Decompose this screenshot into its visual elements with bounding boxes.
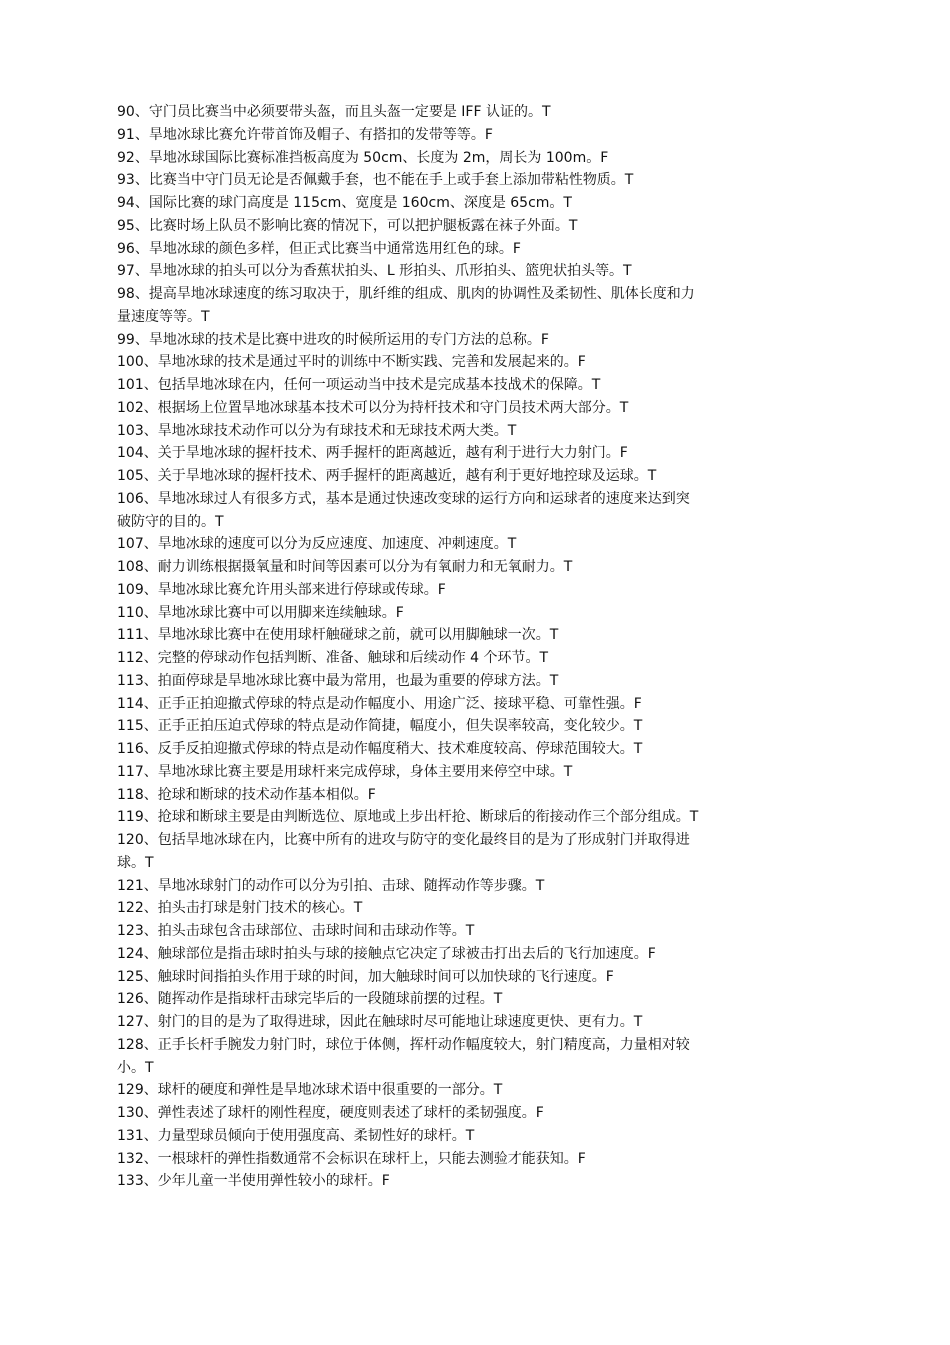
text-line: 105、关于旱地冰球的握杆技术、两手握杆的距离越近，越有利于更好地控球及运球。T <box>117 468 657 484</box>
text-line: 量速度等等。T <box>117 308 210 325</box>
text-line: 131、力量型球员倾向于使用强度高、柔韧性好的球杆。T <box>117 1127 475 1144</box>
text-line: 97、旱地冰球的拍头可以分为香蕉状拍头、L 形拍头、爪形拍头、篮兜状拍头等。T <box>117 263 632 280</box>
text-line: 108、耐力训练根据摄氧量和时间等因素可以分为有氧耐力和无氧耐力。T <box>117 559 573 575</box>
text-line: 122、拍头击打球是射门技术的核心。T <box>117 900 363 917</box>
text-line: 92、旱地冰球国际比赛标准挡板高度为 50cm、长度为 2m，周长为 100m。F <box>117 149 609 166</box>
text-line: 128、正手长杆手腕发力射门时，球位于体侧，挥杆动作幅度较大，射门精度高，力量相对较 <box>117 1036 690 1053</box>
text-line: 100、旱地冰球的技术是通过平时的训练中不断实践、完善和发展起来的。F <box>117 354 586 371</box>
text-line: 125、触球时间指拍头作用于球的时间，加大触球时间可以加快球的飞行速度。F <box>117 968 614 985</box>
text-line: 90、守门员比赛当中必须要带头盔，而且头盔一定要是 IFF 认证的。T <box>117 104 551 120</box>
text-line: 116、反手反拍迎撤式停球的特点是动作幅度稍大、技术难度较高、停球范围较大。T <box>117 741 643 757</box>
text-line: 94、国际比赛的球门高度是 115cm、宽度是 160cm、深度是 65cm。T <box>117 195 572 211</box>
text-line: 107、旱地冰球的速度可以分为反应速度、加速度、冲刺速度。T <box>117 536 517 553</box>
text-line: 93、比赛当中守门员无论是否佩戴手套，也不能在手上或手套上添加带粘性物质。T <box>117 172 634 189</box>
text-line: 96、旱地冰球的颜色多样，但正式比赛当中通常选用红色的球。F <box>117 240 521 257</box>
text-line: 102、根据场上位置旱地冰球基本技术可以分为持杆技术和守门员技术两大部分。T <box>117 399 629 416</box>
text-line: 121、旱地冰球射门的动作可以分为引拍、击球、随挥动作等步骤。T <box>117 877 545 894</box>
text-line: 101、包括旱地冰球在内，任何一项运动当中技术是完成基本技战术的保障。T <box>117 377 601 393</box>
text-line: 117、旱地冰球比赛主要是用球杆来完成停球，身体主要用来停空中球。T <box>117 763 573 780</box>
document-body <box>117 101 837 1193</box>
text-line: 破防守的目的。T <box>117 513 224 530</box>
text-line: 99、旱地冰球的技术是比赛中进攻的时候所运用的专门方法的总称。F <box>117 331 549 348</box>
text-line: 129、球杆的硬度和弹性是旱地冰球术语中很重要的一部分。T <box>117 1082 503 1099</box>
text-line: 119、抢球和断球主要是由判断选位、原地或上步出杆抢、断球后的衔接动作三个部分组成。T <box>117 809 699 826</box>
text-line: 110、旱地冰球比赛中可以用脚来连续触球。F <box>117 604 404 621</box>
text-line: 91、旱地冰球比赛允许带首饰及帽子、有搭扣的发带等等。F <box>117 126 493 143</box>
text-line: 127、射门的目的是为了取得进球，因此在触球时尽可能地让球速度更快、更有力。T <box>117 1014 643 1030</box>
text-line: 132、一根球杆的弹性指数通常不会标识在球杆上，只能去测验才能获知。F <box>117 1150 586 1167</box>
text-line: 103、旱地冰球技术动作可以分为有球技术和无球技术两大类。T <box>117 422 517 439</box>
text-line: 126、随挥动作是指球杆击球完毕后的一段随球前摆的过程。T <box>117 991 503 1008</box>
text-line: 130、弹性表述了球杆的刚性程度，硬度则表述了球杆的柔韧强度。F <box>117 1105 544 1121</box>
text-line: 124、触球部位是指击球时拍头与球的接触点它决定了球被击打出去后的飞行加速度。F <box>117 945 656 962</box>
text-line: 112、完整的停球动作包括判断、准备、触球和后续动作 4 个环节。T <box>117 650 549 666</box>
text-line: 133、少年儿童一半使用弹性较小的球杆。F <box>117 1173 390 1190</box>
text-line: 115、正手正拍压迫式停球的特点是动作简捷，幅度小，但失误率较高，变化较少。T <box>117 718 643 735</box>
text-line: 98、提高旱地冰球速度的练习取决于，肌纤维的组成、肌肉的协调性及柔韧性、肌体长度和力 <box>117 286 695 302</box>
text-line: 小。T <box>117 1059 154 1076</box>
text-line: 球。T <box>117 854 154 871</box>
text-line: 123、拍头击球包含击球部位、击球时间和击球动作等。T <box>117 923 475 939</box>
text-line: 106、旱地冰球过人有很多方式，基本是通过快速改变球的运行方向和运球者的速度来达到突 <box>117 490 690 507</box>
text-line: 120、包括旱地冰球在内，比赛中所有的进攻与防守的变化最终目的是为了形成射门并取得进 <box>117 832 690 848</box>
text-line: 113、拍面停球是旱地冰球比赛中最为常用，也最为重要的停球方法。T <box>117 672 559 689</box>
text-line: 118、抢球和断球的技术动作基本相似。F <box>117 786 376 803</box>
text-line: 114、正手正拍迎撤式停球的特点是动作幅度小、用途广泛、接球平稳、可靠性强。F <box>117 695 642 712</box>
text-line: 109、旱地冰球比赛允许用头部来进行停球或传球。F <box>117 581 446 598</box>
text-line: 111、旱地冰球比赛中在使用球杆触碰球之前，就可以用脚触球一次。T <box>117 627 559 644</box>
text-line: 104、关于旱地冰球的握杆技术、两手握杆的距离越近，越有利于进行大力射门。F <box>117 445 628 462</box>
text-line: 95、比赛时场上队员不影响比赛的情况下，可以把护腿板露在袜子外面。T <box>117 217 578 234</box>
